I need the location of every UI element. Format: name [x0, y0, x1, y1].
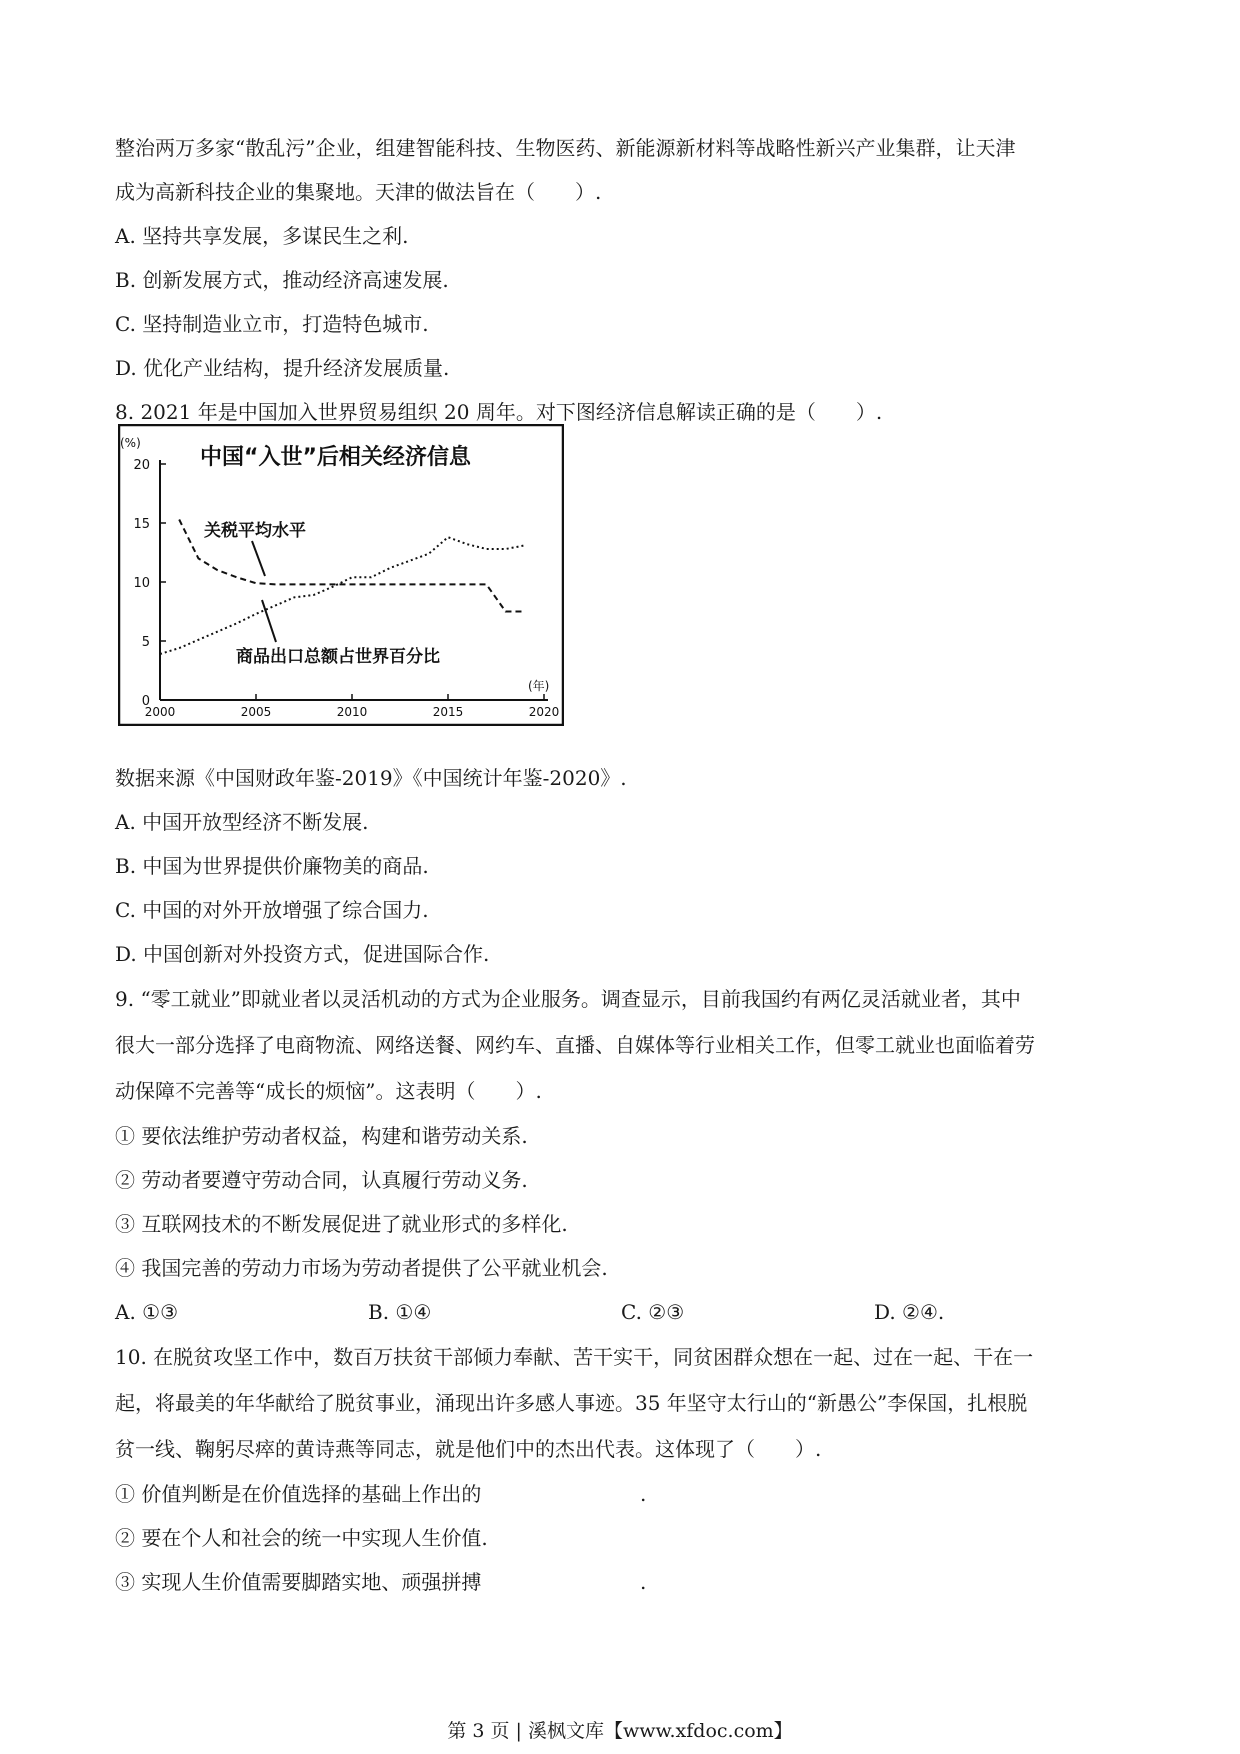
q8-option-b: B. 中国为世界提供价廉物美的商品. [115, 854, 429, 878]
q7-option-c: C. 坚持制造业立市，打造特色城市. [115, 312, 429, 336]
chart-title: 中国“入世”后相关经济信息 [200, 445, 471, 470]
series-label-tariff: 关税平均水平 [204, 521, 306, 541]
q9-item-2: ② 劳动者要遵守劳动合同，认真履行劳动义务. [115, 1168, 528, 1192]
chart-y-unit: (%) [120, 436, 141, 450]
q9-choice-b: B. ①④ [368, 1300, 432, 1324]
q8-option-a: A. 中国开放型经济不断发展. [115, 810, 369, 834]
q9-stem-line-1: 9. “零工就业”即就业者以灵活机动的方式为企业服务。调查显示，目前我国约有两亿灵活就业者，其中 [115, 987, 1021, 1011]
economic-info-chart [118, 424, 564, 726]
q10-stem-line-1: 10. 在脱贫攻坚工作中，数百万扶贫干部倾力奉献、苦干实干，同贫困群众想在一起、过在一起、干在一 [115, 1345, 1034, 1369]
x-tick-label: 2015 [432, 705, 464, 719]
q10-stem-line-2: 起，将最美的年华献给了脱贫事业，涌现出许多感人事迹。35 年坚守太行山的“新愚公”李保国，扎根脱 [115, 1391, 1028, 1415]
q9-item-4: ④ 我国完善的劳动力市场为劳动者提供了公平就业机会. [115, 1256, 608, 1280]
q9-item-3: ③ 互联网技术的不断发展促进了就业形式的多样化. [115, 1212, 568, 1236]
x-tick-label: 2010 [336, 705, 368, 719]
y-tick-label: 15 [133, 517, 150, 532]
q9-stem-line-3: 动保障不完善等“成长的烦恼”。这表明（ ）. [115, 1079, 542, 1103]
x-tick-label: 2020 [528, 705, 560, 719]
x-tick-label: 2005 [240, 705, 272, 719]
q8-stem: 8. 2021 年是中国加入世界贸易组织 20 周年。对下图经济信息解读正确的是（ ）. [115, 400, 883, 424]
q8-option-d: D. 中国创新对外投资方式，促进国际合作. [115, 942, 490, 966]
q10-item-1-dot: . [640, 1482, 647, 1506]
q10-item-2: ② 要在个人和社会的统一中实现人生价值. [115, 1526, 488, 1550]
chart-x-unit: (年) [528, 679, 550, 693]
q9-item-1: ① 要依法维护劳动者权益，构建和谐劳动关系. [115, 1124, 528, 1148]
series-label-export-share: 商品出口总额占世界百分比 [236, 647, 440, 667]
q10-item-1: ① 价值判断是在价值选择的基础上作出的 [115, 1482, 482, 1506]
x-tick-label: 2000 [144, 705, 176, 719]
y-tick-label: 5 [141, 635, 150, 650]
q10-item-3: ③ 实现人生价值需要脚踏实地、顽强拼搏 [115, 1570, 482, 1594]
q9-choice-d: D. ②④. [874, 1300, 945, 1324]
y-tick-label: 10 [133, 576, 150, 591]
q7-option-b: B. 创新发展方式，推动经济高速发展. [115, 268, 449, 292]
y-tick-label: 0 [141, 694, 150, 709]
q10-item-3-dot: . [640, 1570, 647, 1594]
q9-stem-line-2: 很大一部分选择了电商物流、网络送餐、网约车、直播、自媒体等行业相关工作，但零工就业也面临着劳 [115, 1033, 1035, 1057]
chart-canvas [118, 424, 564, 726]
chart-frame [119, 425, 563, 725]
q7-stem-line-1: 整治两万多家“散乱污”企业，组建智能科技、生物医药、新能源新材料等战略性新兴产业集群，让天津 [115, 136, 1016, 160]
q7-option-d: D. 优化产业结构，提升经济发展质量. [115, 356, 450, 380]
y-tick-label: 20 [133, 458, 150, 473]
q8-data-source: 数据来源《中国财政年鉴-2019》《中国统计年鉴-2020》. [115, 766, 627, 790]
q9-choice-a: A. ①③ [115, 1300, 179, 1324]
q10-stem-line-3: 贫一线、鞠躬尽瘁的黄诗燕等同志，就是他们中的杰出代表。这体现了（ ）. [115, 1437, 822, 1461]
page-footer: 第 3 页 | 溪枫文库【www.xfdoc.com】 [447, 1720, 793, 1742]
q8-option-c: C. 中国的对外开放增强了综合国力. [115, 898, 429, 922]
q9-choice-c: C. ②③ [621, 1300, 685, 1324]
q7-stem-line-2: 成为高新科技企业的集聚地。天津的做法旨在（ ）. [115, 180, 602, 204]
q7-option-a: A. 坚持共享发展，多谋民生之利. [115, 224, 409, 248]
